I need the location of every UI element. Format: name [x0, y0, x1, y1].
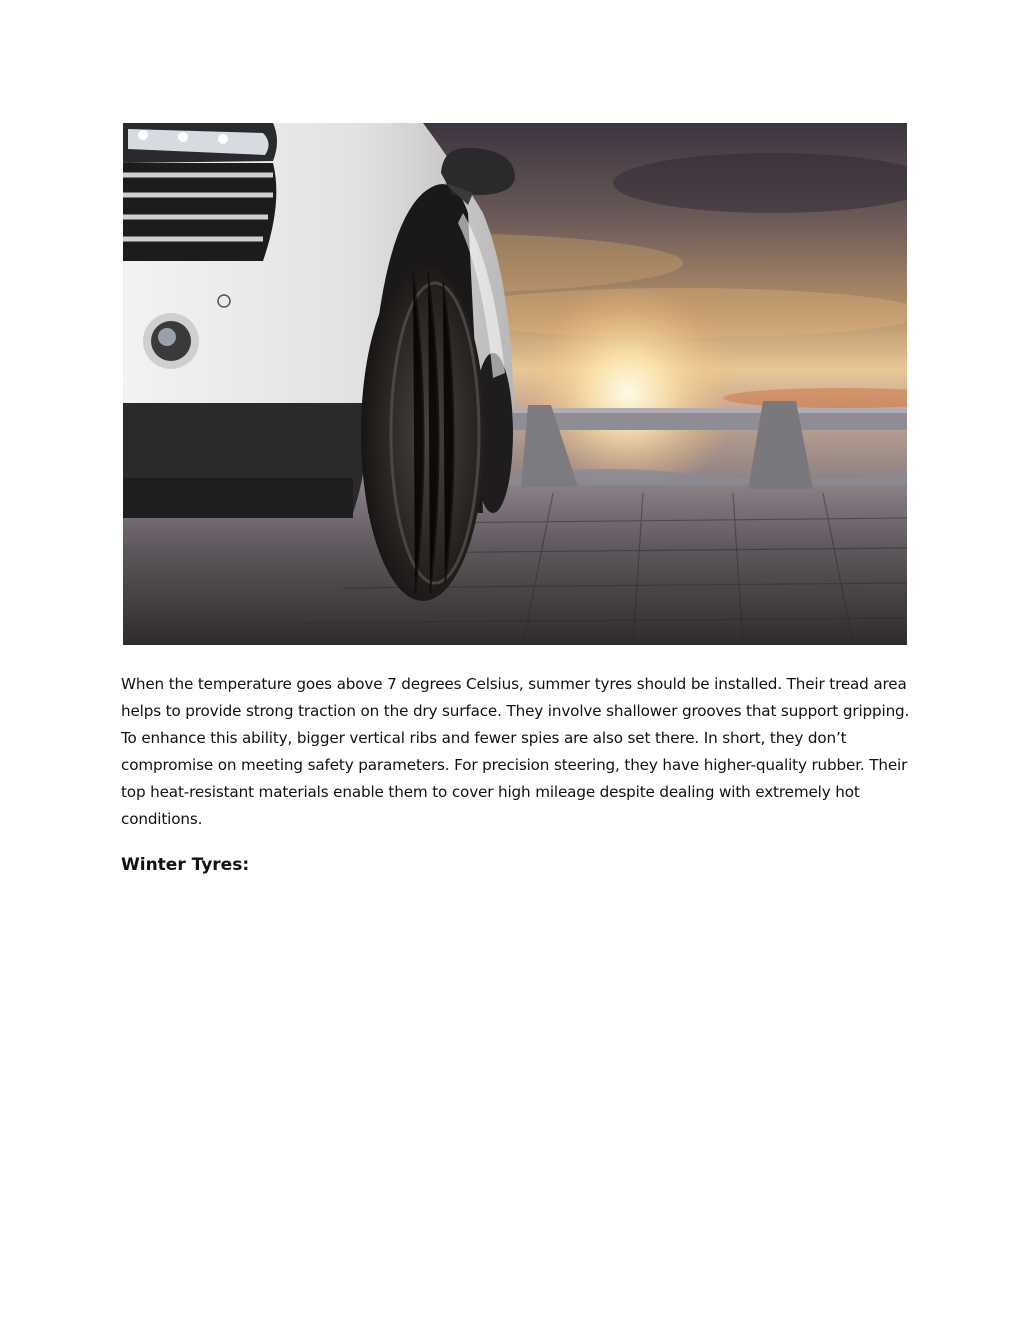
car-tyre-photo	[123, 123, 907, 645]
body-paragraph: When the temperature goes above 7 degrees Celsius, summer tyres should be installed. Their tread area helps to provide strong traction on the dry surface. They involve shallower grooves that support gripping. To enhance this ability, bigger vertical ribs and fewer spies are also set there. In short, they don’t compromise on meeting safety parameters. For precision steering, they have higher-quality rubber. Their top heat-resistant materials enable them to cover high mileage despite dealing with extremely hot conditions.	[121, 675, 910, 828]
section-heading: Winter Tyres:	[121, 855, 250, 875]
car-tyre-illustration	[123, 123, 907, 645]
